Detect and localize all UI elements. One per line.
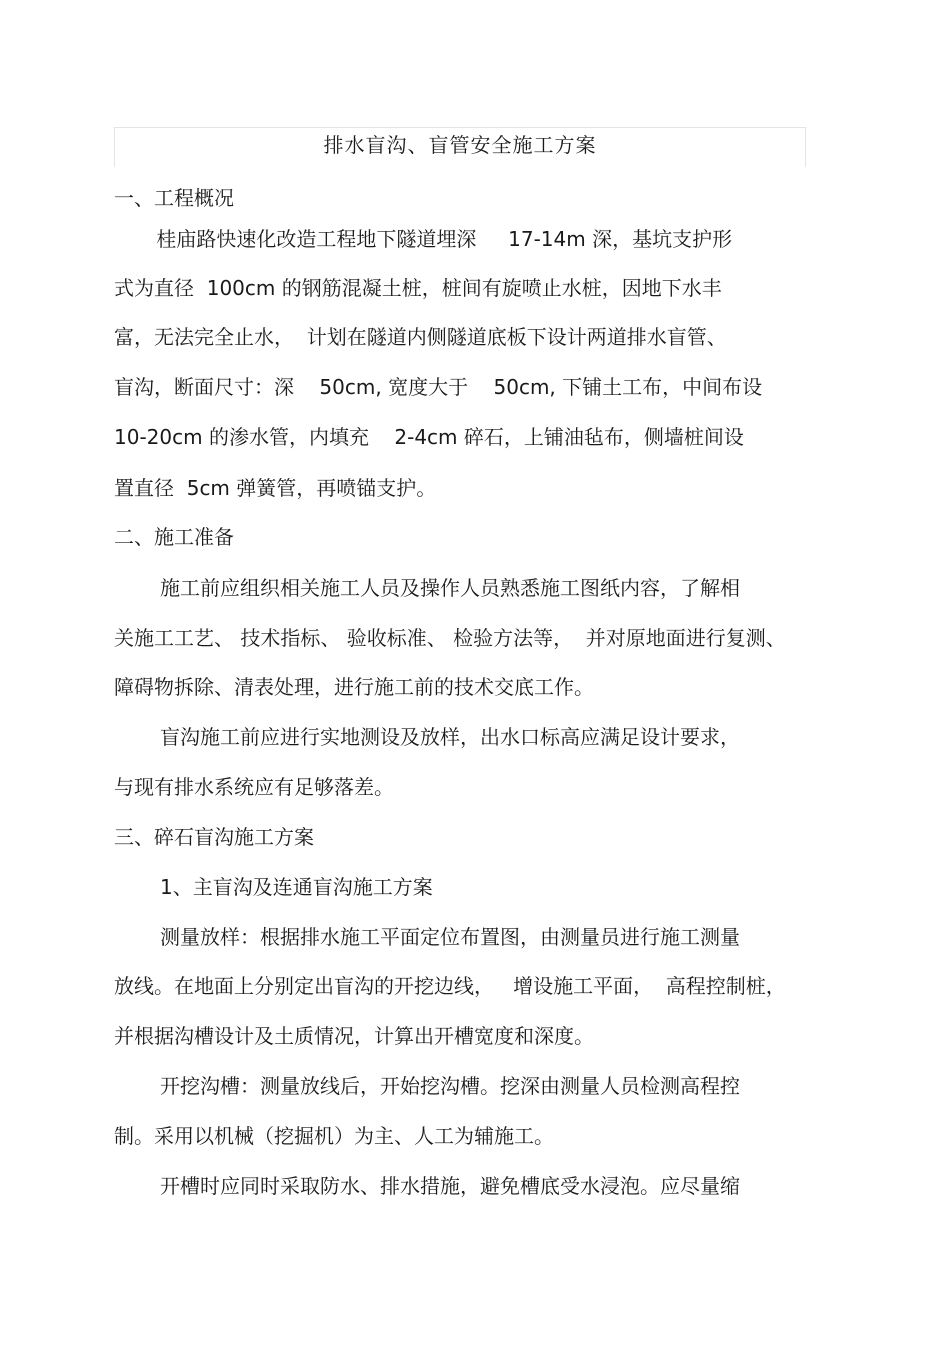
paragraph-line: 盲沟施工前应进行实地测设及放样，出水口标高应满足设计要求， [160,725,740,749]
document-title: 排水盲沟、盲管安全施工方案 [323,133,597,157]
paragraph-line: 放线。在地面上分别定出盲沟的开挖边线， 增设施工平面， 高程控制桩， [114,974,786,998]
paragraph-line: 制。采用以机械（挖掘机）为主、人工为辅施工。 [114,1124,554,1148]
paragraph-line: 10-20cm 的渗水管，内填充 2-4cm 碎石，上铺油毡布，侧墙桩间设 [114,425,744,449]
section-heading-preparation: 二、施工准备 [114,525,234,549]
title-frame [114,127,806,167]
paragraph-line: 开槽时应同时采取防水、排水措施，避免槽底受水浸泡。应尽量缩 [160,1174,740,1198]
paragraph-line: 置直径 5cm 弹簧管，再喷锚支护。 [114,476,437,500]
paragraph-line: 盲沟，断面尺寸：深 50cm, 宽度大于 50cm, 下铺土工布，中间布设 [114,375,763,399]
paragraph-line: 并根据沟槽设计及土质情况，计算出开槽宽度和深度。 [114,1024,594,1048]
paragraph-line: 开挖沟槽：测量放线后，开始挖沟槽。挖深由测量人员检测高程控 [160,1074,740,1098]
paragraph-line: 障碍物拆除、清表处理，进行施工前的技术交底工作。 [114,675,594,699]
section-heading-gravel-drain: 三、碎石盲沟施工方案 [114,825,314,849]
paragraph-line: 式为直径 100cm 的钢筋混凝土桩，桩间有旋喷止水桩，因地下水丰 [114,276,722,300]
paragraph-line: 施工前应组织相关施工人员及操作人员熟悉施工图纸内容，了解相 [160,576,740,600]
paragraph-line: 与现有排水系统应有足够落差。 [114,775,394,799]
paragraph-line: 富，无法完全止水， 计划在隧道内侧隧道底板下设计两道排水盲管、 [114,325,727,349]
subsection-heading: 1、主盲沟及连通盲沟施工方案 [160,875,433,899]
paragraph-line: 测量放样：根据排水施工平面定位布置图，由测量员进行施工测量 [160,925,740,949]
section-heading-overview: 一、工程概况 [114,186,234,210]
paragraph-line: 关施工工艺、 技术指标、 验收标准、 检验方法等， 并对原地面进行复测、 [114,626,786,650]
paragraph-line: 桂庙路快速化改造工程地下隧道埋深 17-14m 深，基坑支护形 [150,227,733,251]
